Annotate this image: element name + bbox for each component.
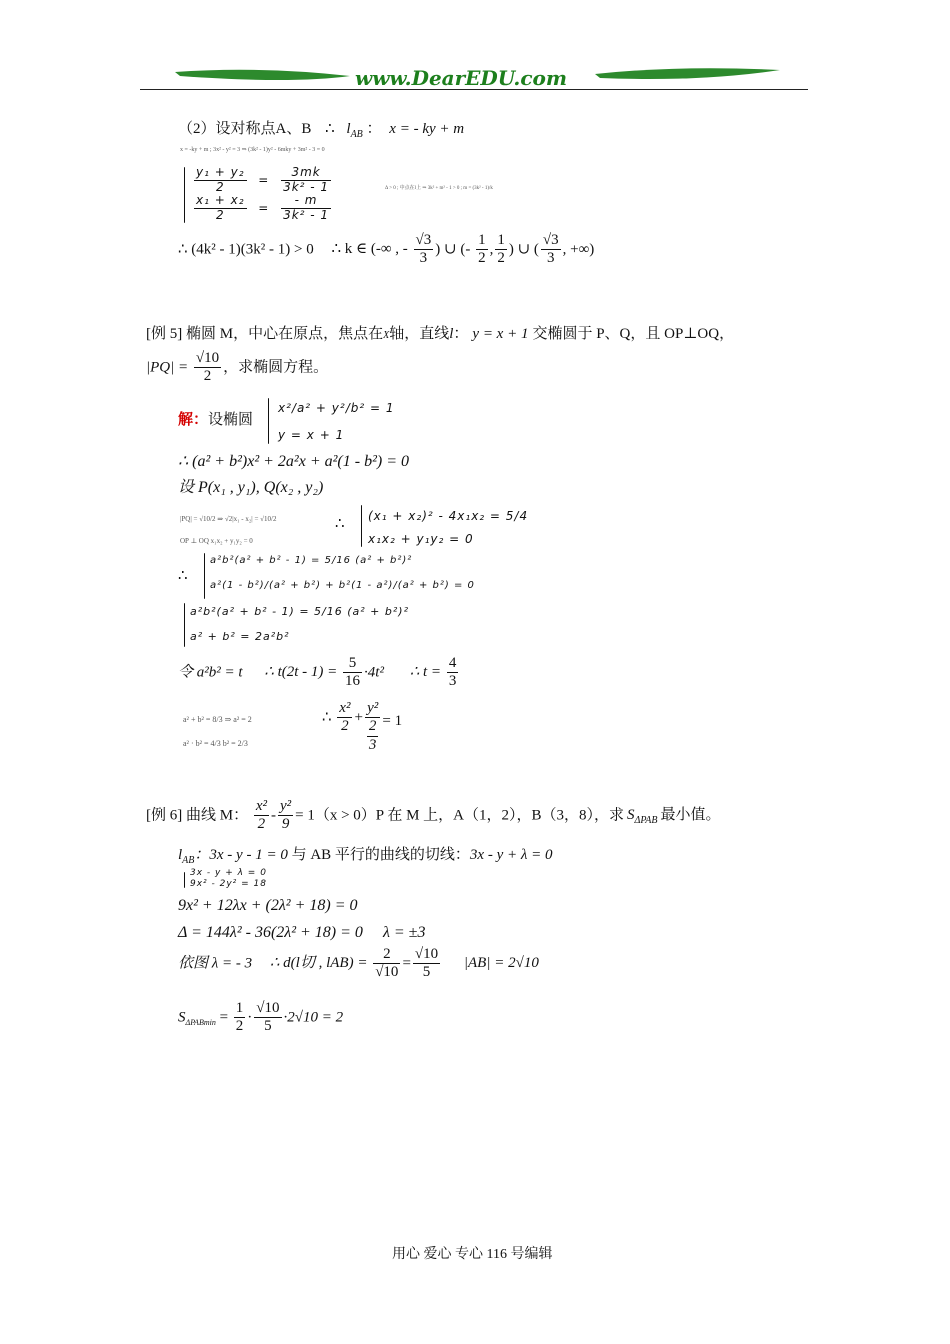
ex6-delta: Δ = 144λ² - 36(2λ² + 18) = 0 (178, 924, 363, 941)
ex6-x2: x² (254, 798, 269, 816)
ex5-axis-text: 轴，直线 (389, 326, 450, 342)
final-y-den-num: 2 (367, 718, 379, 736)
ex6-line1 (146, 798, 720, 834)
ex5-sysB-brace (204, 553, 205, 599)
part2-tiny-system: x = -ky + m ; 3x² - y² = 3 ⇒ (3k² - 1)y² - 6mky + 3m² - 3 = 0 (180, 147, 325, 153)
therefore-symbol: ∴ (325, 121, 335, 137)
ex5-sysC-eq2: a² + b² = 2a²b² (190, 630, 290, 643)
ex6-lambda: λ = ±3 (382, 924, 426, 941)
t-result: ∴ t = (409, 664, 442, 681)
ex6-tiny-sys1: 3x - y + λ = 0 (190, 868, 267, 878)
ex5-pq-num: √10 (194, 350, 221, 368)
ex6-s-eq: = (219, 1009, 229, 1026)
ex6-delta-line (178, 925, 425, 941)
range-frac2-num: 1 (476, 232, 488, 250)
ex5-quadratic: ∴ (a² + b²)x² + 2a²x + a²(1 - b²) = 0 (178, 453, 409, 470)
ex6-y2: y² (278, 798, 293, 816)
ex5-t-line (178, 655, 460, 691)
final-x-den: 2 (341, 718, 349, 735)
part2-tiny-right: Δ > 0 ; 中点在l上 ⇒ 3k² + m² - 1 > 0 ; m = (3k² - 1)/k (385, 186, 493, 191)
ex6-tangent-eq: 3x - y + λ = 0 (469, 847, 553, 863)
ex5-sysA-eq1: (x₁ + x₂)² - 4x₁x₂ = 5/4 (368, 509, 529, 523)
ex5-line-l: l (449, 326, 454, 342)
ex5-line2 (146, 350, 328, 386)
ex5-therefore-b: ∴ (178, 568, 188, 584)
t-result-num: 4 (447, 655, 459, 673)
ex5-tiny-pq2: OP ⊥ OQ x₁x₂ + y₁y₂ = 0 (180, 537, 253, 545)
ex5-line1 (146, 327, 734, 342)
ex5-sysA-brace (361, 505, 362, 547)
t-frac-num: 5 (343, 655, 362, 673)
ex6-lab-eq: ：3x - y - 1 = 0 (194, 847, 288, 863)
ex6-dist-label: ∴ d(l切 , lAB) = (269, 955, 368, 972)
part2-intro: （2）设对称点A、B (178, 121, 312, 137)
let-t: 令 a²b² = t (178, 664, 243, 681)
colon: ： (366, 121, 382, 137)
ex5-intro: [例 5] 椭圆 M，中心在原点，焦点在 (146, 326, 384, 342)
ex6-fig-text: 依图 λ = - 3 (178, 955, 253, 972)
ex5-sysA-eq2: x₁x₂ + y₁y₂ = 0 (368, 532, 474, 546)
ex6-minus: - (270, 807, 276, 824)
final-plus: + (354, 709, 363, 726)
range-frac3-num: 1 (495, 232, 507, 250)
header-banner (140, 62, 810, 94)
ex5-condition: 交椭圆于 P、Q，且 OP⊥OQ， (532, 326, 735, 342)
ex6-d-frac1-num: 2 (373, 946, 400, 964)
ex6-s-frac1-num: 1 (234, 1000, 246, 1018)
ex6-lab-line (178, 848, 552, 866)
ex5-ellipse-brace (268, 398, 269, 444)
part2-sys2-lhs: $\frac{\text{x₁ + x₂}}{2}$ (196, 193, 245, 222)
solution-label: 解： (178, 412, 209, 428)
t-equation: ∴ t(2t - 1) = (264, 664, 338, 681)
ex5-tiny-ab1: a² + b² = 8/3 ⇒ a² = 2 (183, 715, 252, 724)
part2-brace (184, 167, 185, 223)
ex6-ab-length: |AB| = 2√10 (463, 955, 539, 972)
ex6-lab: l (178, 847, 183, 863)
conclusion-inequality: ∴ (4k² - 1)(3k² - 1) > 0 (178, 241, 314, 258)
range-end: , +∞) (562, 241, 595, 258)
range-frac2-den: 2 (478, 250, 486, 267)
range-union2: ) ∪ ( (508, 241, 539, 258)
ex6-s-frac2-den: 5 (264, 1018, 272, 1035)
ex6-x2-den: 2 (257, 816, 266, 833)
ex5-ellipse-eq1: x²/a² + y²/b² = 1 (278, 401, 395, 415)
part2-conclusion (178, 232, 594, 268)
t-eq-tail: ·4t² (364, 664, 384, 681)
solution-text: 设椭圆 (208, 412, 254, 428)
ex5-pq-abs: |PQ| = (146, 359, 189, 376)
part2-sys-row2: $\frac{\text{x₁ + x₂}}{2}$ = $\frac{- m}{\text{3k² - 1}}$ (196, 193, 330, 222)
part2-sys1-lhs: $\frac{\text{y₁ + y₂}}{2}$ (196, 165, 245, 194)
ex5-ellipse-eq2: y = x + 1 (278, 428, 345, 442)
final-x-num: x² (337, 700, 352, 718)
ex6-s-tail: ·2√10 = 2 (283, 1009, 344, 1026)
header-logo-text: www.DearEDU.com (355, 66, 568, 90)
ex6-s-frac1-den: 2 (235, 1018, 244, 1035)
line-equation: x = - ky + m (389, 121, 465, 137)
ex6-d-frac2-num: √10 (413, 946, 440, 964)
ex5-therefore-a: ∴ (335, 516, 345, 532)
ex6-s-dot: · (247, 1009, 253, 1026)
range-comma: , (489, 241, 494, 258)
ex6-s-sub: ΔPAB (634, 815, 658, 827)
ex6-d-frac2-den: 5 (422, 964, 431, 981)
final-eq: = 1 (382, 713, 403, 729)
range-frac1-den: 3 (419, 250, 428, 267)
ex6-s-frac2-num: √10 (254, 1000, 281, 1018)
ex6-smin-label: S (178, 1009, 186, 1026)
ex6-s-label: S (627, 807, 635, 824)
part2-sys2-rhs: $\frac{- m}{\text{3k² - 1}}$ (283, 193, 330, 222)
ex6-condition: = 1（x > 0）P 在 M 上，A（1，2），B（3，8），求 (295, 807, 625, 824)
ex6-d-frac1-den: √10 (375, 964, 399, 981)
t-frac-den: 16 (345, 673, 361, 690)
t-result-den: 3 (448, 673, 457, 690)
ex6-question-end: 最小值。 (660, 807, 721, 824)
ex6-dist-line (178, 946, 539, 982)
ex5-sysB-eq2: a²(1 - b²)/(a² + b²) + b²(1 - a²)/(a² + b²) = 0 (210, 580, 475, 591)
range-union1: ) ∪ (- (435, 241, 471, 258)
ex5-sysB-eq1: a²b²(a² + b² - 1) = 5/16 (a² + b²)² (210, 555, 413, 566)
line-ab-subscript: AB (350, 129, 363, 140)
ex6-tiny-sys2: 9x² - 2y² = 18 (190, 879, 268, 889)
line-ab-label: l (346, 121, 351, 137)
part2-sys1-rhs: $\frac{3mk}{\text{3k² - 1}}$ (283, 165, 330, 194)
ex5-question: ，求椭圆方程。 (223, 359, 329, 376)
part2-sys-row1: $\frac{\text{y₁ + y₂}}{2}$ = $\frac{3mk}{\text{3k² - 1}}$ (196, 165, 330, 194)
ex5-tiny-ab2: a² · b² = 4/3 b² = 2/3 (183, 739, 248, 748)
ex6-area-line (178, 1000, 343, 1036)
range-frac4-den: 3 (547, 250, 555, 267)
final-therefore: ∴ (322, 709, 332, 726)
ex5-pq-den: 2 (203, 368, 212, 385)
ex5-colon: ： (453, 326, 469, 342)
ex6-lab-sub: AB (182, 855, 195, 866)
range-frac4-num: √3 (541, 232, 561, 250)
range-frac3-den: 2 (497, 250, 505, 267)
ex5-final (322, 700, 402, 754)
final-y-den-den: 3 (368, 736, 377, 753)
ex5-line-eq: y = x + 1 (472, 326, 529, 342)
header-rule (140, 89, 808, 90)
ex6-quadratic: 9x² + 12λx + (2λ² + 18) = 0 (178, 897, 358, 914)
ex6-smin-sub: ΔPABmin (185, 1018, 216, 1028)
ex5-sysC-brace (184, 603, 185, 647)
range-frac1-num: √3 (414, 232, 434, 250)
final-y-num: y² (365, 700, 381, 718)
footer-text: 用心 爱心 专心 116 号编辑 (392, 1247, 553, 1262)
ex5-x-axis: X (383, 330, 390, 341)
ex5-tiny-pq1: |PQ| = √10/2 ⇒ √2|x₁ - x₂| = √10/2 (180, 515, 277, 523)
ex5-sysC-eq1: a²b²(a² + b² - 1) = 5/16 (a² + b²)² (190, 605, 409, 618)
ex6-y2-den: 9 (281, 816, 290, 833)
ex5-set-pq: 设 P(x₁ , y₁), Q(x₂ , y₂) (178, 479, 324, 496)
ex6-parallel-text: 与 AB 平行的曲线的切线： (291, 847, 470, 863)
ex6-intro: [例 6] 曲线 M： (146, 807, 249, 824)
ex6-tiny-brace (184, 872, 185, 888)
conclusion-range-start: ∴ k ∈ (-∞ , - (331, 241, 408, 258)
ex5-solution-line (178, 413, 253, 428)
ex6-d-eq: = (402, 955, 411, 972)
part2-intro-line (178, 122, 464, 140)
